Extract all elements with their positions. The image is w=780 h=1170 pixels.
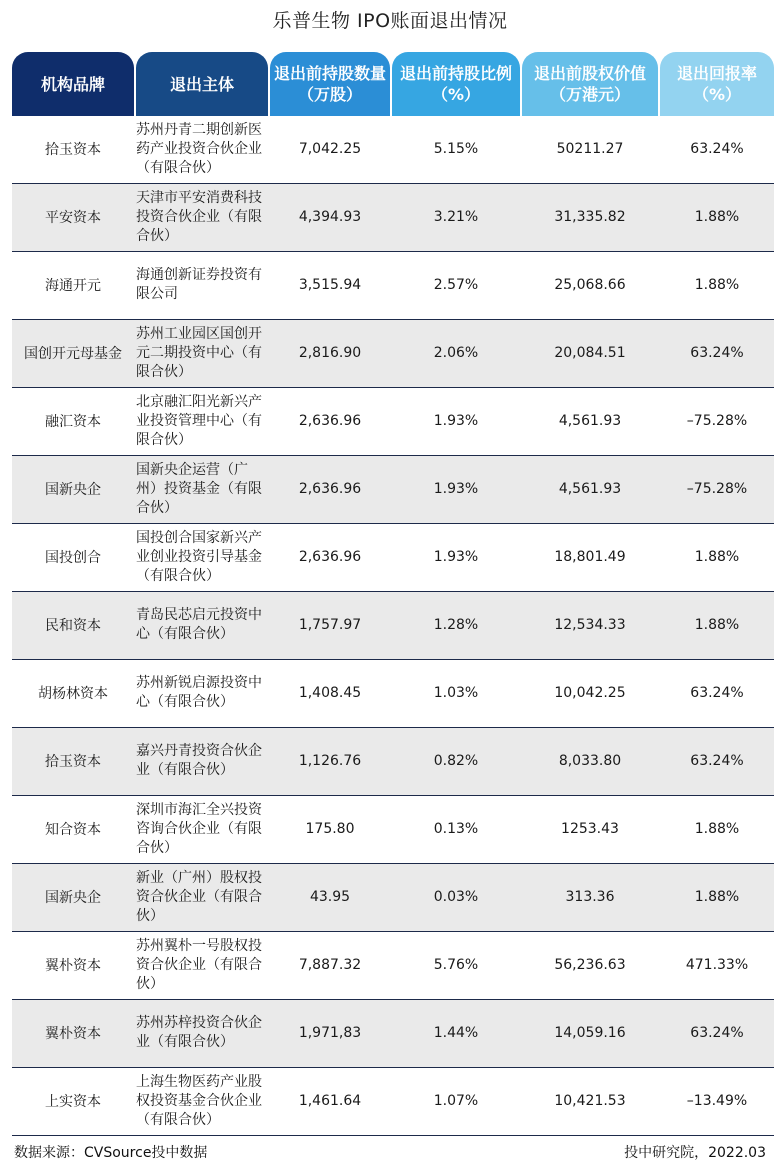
ratio-cell: 5.15% — [433, 141, 479, 157]
ratio-cell: 0.13% — [433, 821, 479, 837]
shares-cell: 1,461.64 — [298, 1093, 362, 1109]
brand-cell: 翼朴资本 — [45, 958, 101, 974]
entity-text: 国新央企运营（广州）投资基金（有限合伙） — [136, 461, 262, 516]
shares-cell: 4,394.93 — [298, 209, 362, 225]
entity-text: 国投创合国家新兴产业创业投资引导基金（有限合伙） — [136, 529, 262, 584]
shares-cell: 43.95 — [309, 889, 351, 905]
return-cell: –13.49% — [686, 1093, 748, 1109]
table-row — [12, 796, 774, 864]
ratio-cell: 1.44% — [433, 1025, 479, 1041]
value-cell: 1253.43 — [561, 821, 619, 837]
ratio-cell: 3.21% — [433, 209, 479, 225]
entity-text: 新业（广州）股权投资合伙企业（有限合伙） — [136, 869, 262, 924]
return-cell: 63.24% — [690, 345, 744, 361]
return-cell: 471.33% — [685, 957, 749, 973]
brand-cell: 上实资本 — [45, 1094, 101, 1110]
value-cell: 25,068.66 — [554, 277, 626, 293]
shares-cell: 2,816.90 — [298, 345, 362, 361]
return-cell: 1.88% — [694, 617, 740, 633]
table-row — [12, 728, 774, 796]
entity-cell — [136, 252, 268, 318]
return-cell: 1.88% — [694, 209, 740, 225]
brand-cell: 融汇资本 — [45, 414, 101, 430]
entity-cell — [136, 796, 268, 862]
value-cell: 4,561.93 — [558, 413, 622, 429]
entity-cell — [136, 728, 268, 794]
entity-text: 嘉兴丹青投资合伙企业（有限合伙） — [136, 743, 262, 778]
ratio-cell: 0.82% — [433, 753, 479, 769]
brand-cell: 国投创合 — [45, 550, 101, 566]
entity-text: 青岛民芯启元投资中心（有限合伙） — [136, 607, 262, 642]
value-cell: 56,236.63 — [554, 957, 626, 973]
header-brand: 机构品牌 — [12, 52, 134, 116]
entity-cell — [136, 592, 268, 658]
brand-cell: 翼朴资本 — [45, 1026, 101, 1042]
header-entity: 退出主体 — [136, 52, 268, 116]
return-cell: 1.88% — [694, 889, 740, 905]
entity-cell — [136, 388, 268, 454]
ratio-cell: 1.03% — [433, 685, 479, 701]
header-shares: 退出前持股数量（万股） — [270, 52, 390, 116]
shares-cell: 2,636.96 — [298, 549, 362, 565]
entity-text: 苏州新锐启源投资中心（有限合伙） — [136, 675, 262, 710]
entity-text: 苏州苏梓投资合伙企业（有限合伙） — [136, 1015, 262, 1050]
entity-text: 海通创新证券投资有限公司 — [136, 267, 262, 302]
shares-cell: 7,042.25 — [298, 141, 362, 157]
table-row — [12, 660, 774, 728]
brand-cell: 平安资本 — [45, 210, 101, 226]
table-row — [12, 524, 774, 592]
entity-text: 苏州翼朴一号股权投资合伙企业（有限合伙） — [136, 937, 262, 992]
entity-cell — [136, 116, 268, 182]
table-row — [12, 252, 774, 320]
header-return: 退出回报率（%） — [660, 52, 774, 116]
ratio-cell: 1.93% — [433, 549, 479, 565]
value-cell: 14,059.16 — [554, 1025, 626, 1041]
entity-cell — [136, 184, 268, 250]
value-cell: 50211.27 — [556, 141, 624, 157]
brand-cell: 海通开元 — [45, 278, 101, 294]
table-row — [12, 184, 774, 252]
table-row — [12, 320, 774, 388]
table-row — [12, 116, 774, 184]
value-cell: 12,534.33 — [554, 617, 626, 633]
table-row — [12, 932, 774, 1000]
entity-cell — [136, 660, 268, 726]
return-cell: 63.24% — [690, 685, 744, 701]
brand-cell: 国新央企 — [45, 890, 101, 906]
brand-cell: 胡杨林资本 — [38, 686, 108, 702]
shares-cell: 3,515.94 — [298, 277, 362, 293]
shares-cell: 1,126.76 — [298, 753, 362, 769]
table-row — [12, 388, 774, 456]
ratio-cell: 5.76% — [433, 957, 479, 973]
header-ratio: 退出前持股比例（%） — [392, 52, 520, 116]
ratio-cell: 1.93% — [433, 413, 479, 429]
entity-text: 北京融汇阳光新兴产业投资管理中心（有限合伙） — [136, 393, 262, 448]
entity-cell — [136, 1068, 268, 1134]
table-title: 乐普生物 IPO账面退出情况 — [272, 10, 508, 32]
table-row — [12, 1068, 774, 1136]
return-cell: 63.24% — [690, 753, 744, 769]
entity-text: 苏州工业园区国创开元二期投资中心（有限合伙） — [136, 325, 262, 380]
entity-text: 上海生物医药产业股权投资基金合伙企业（有限合伙） — [136, 1073, 262, 1128]
ratio-cell: 1.93% — [433, 481, 479, 497]
value-cell: 20,084.51 — [554, 345, 626, 361]
brand-cell: 国新央企 — [45, 482, 101, 498]
value-cell: 8,033.80 — [558, 753, 622, 769]
return-cell: 1.88% — [694, 277, 740, 293]
table-row — [12, 592, 774, 660]
value-cell: 18,801.49 — [554, 549, 626, 565]
brand-cell: 知合资本 — [45, 822, 101, 838]
entity-cell — [136, 932, 268, 998]
shares-cell: 1,757.97 — [298, 617, 362, 633]
return-cell: 63.24% — [690, 1025, 744, 1041]
ratio-cell: 2.06% — [433, 345, 479, 361]
value-cell: 31,335.82 — [554, 209, 626, 225]
ratio-cell: 2.57% — [433, 277, 479, 293]
shares-cell: 2,636.96 — [298, 413, 362, 429]
brand-cell: 民和资本 — [45, 618, 101, 634]
brand-cell: 国创开元母基金 — [24, 346, 122, 362]
shares-cell: 7,887.32 — [298, 957, 362, 973]
table-row — [12, 456, 774, 524]
return-cell: 1.88% — [694, 549, 740, 565]
value-cell: 10,421.53 — [554, 1093, 626, 1109]
table-header — [12, 52, 774, 116]
return-cell: –75.28% — [686, 481, 748, 497]
shares-cell: 1,971,83 — [298, 1025, 362, 1041]
table-row — [12, 1000, 774, 1068]
shares-cell: 1,408.45 — [298, 685, 362, 701]
header-value: 退出前股权价值（万港元） — [522, 52, 658, 116]
entity-cell — [136, 320, 268, 386]
shares-cell: 2,636.96 — [298, 481, 362, 497]
ratio-cell: 1.07% — [433, 1093, 479, 1109]
ratio-cell: 1.28% — [433, 617, 479, 633]
value-cell: 10,042.25 — [554, 685, 626, 701]
table-row — [12, 864, 774, 932]
entity-text: 深圳市海汇全兴投资咨询合伙企业（有限合伙） — [136, 801, 262, 856]
return-cell: 63.24% — [690, 141, 744, 157]
credit-note: 投中研究院，2022.03 — [624, 1145, 766, 1161]
entity-cell — [136, 1000, 268, 1066]
brand-cell: 拾玉资本 — [45, 754, 101, 770]
return-cell: 1.88% — [694, 821, 740, 837]
value-cell: 313.36 — [565, 889, 615, 905]
entity-cell — [136, 524, 268, 590]
entity-text: 天津市平安消费科技投资合伙企业（有限合伙） — [136, 189, 262, 244]
entity-cell — [136, 456, 268, 522]
entity-text: 苏州丹青二期创新医药产业投资合伙企业（有限合伙） — [136, 121, 262, 176]
shares-cell: 175.80 — [305, 821, 355, 837]
return-cell: –75.28% — [686, 413, 748, 429]
source-note: 数据来源：CVSource投中数据 — [14, 1145, 208, 1161]
brand-cell: 拾玉资本 — [45, 142, 101, 158]
ratio-cell: 0.03% — [433, 889, 479, 905]
value-cell: 4,561.93 — [558, 481, 622, 497]
entity-cell — [136, 864, 268, 930]
